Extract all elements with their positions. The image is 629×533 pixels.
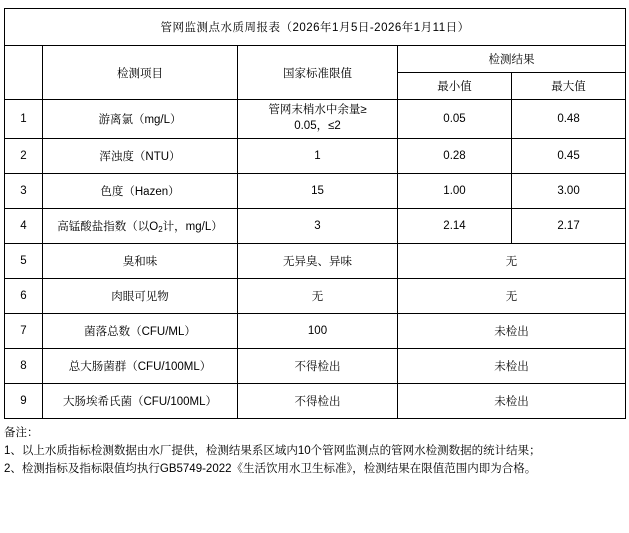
row-standard: 无 (238, 279, 398, 314)
table-row (5, 139, 626, 174)
header-min-value: 最小值 (398, 73, 512, 100)
row-result-merged: 无 (398, 244, 626, 279)
row-max: 3.00 (512, 174, 626, 209)
header-standard-limit: 国家标准限值 (238, 46, 398, 100)
table-row (5, 209, 626, 244)
row-min: 2.14 (398, 209, 512, 244)
row-index: 1 (5, 100, 43, 139)
row-min: 0.28 (398, 139, 512, 174)
row-index: 4 (5, 209, 43, 244)
header-index (5, 46, 43, 100)
notes-line-1: 1、以上水质指标检测数据由水厂提供，检测结果系区域内10个管网监测点的管网水检测数据的统计结果； (4, 444, 541, 457)
row-index: 7 (5, 314, 43, 349)
row-max: 0.48 (512, 100, 626, 139)
row-standard: 无异臭、异味 (238, 244, 398, 279)
row-result-merged: 未检出 (398, 314, 626, 349)
row-standard: 不得检出 (238, 384, 398, 419)
row-standard: 15 (238, 174, 398, 209)
row-item: 总大肠菌群（CFU/100ML） (43, 349, 238, 384)
row-item-part-a: 高锰酸盐指数（以O (57, 221, 159, 233)
header-item: 检测项目 (43, 46, 238, 100)
notes-line-2: 2、检测指标及指标限值均执行GB5749-2022《生活饮用水卫生标准》，检测结果在限值范围内即为合格。 (4, 462, 537, 475)
row-index: 8 (5, 349, 43, 384)
row-standard-line-1: 管网末梢水中余量≥ (268, 104, 367, 117)
row-standard: 1 (238, 139, 398, 174)
header-max-value: 最大值 (512, 73, 626, 100)
row-result-merged: 无 (398, 279, 626, 314)
row-standard: 100 (238, 314, 398, 349)
page-title: 管网监测点水质周报表（2026年1月5日-2026年1月11日） (5, 9, 626, 46)
row-min: 1.00 (398, 174, 512, 209)
row-item: 浑浊度（NTU） (43, 139, 238, 174)
row-index: 6 (5, 279, 43, 314)
table-row (5, 279, 626, 314)
table-row (5, 349, 626, 384)
row-result-merged: 未检出 (398, 384, 626, 419)
table-row (5, 100, 626, 139)
row-max: 2.17 (512, 209, 626, 244)
row-item: 大肠埃希氏菌（CFU/100ML） (43, 384, 238, 419)
table-title-row (5, 9, 626, 46)
row-standard: 3 (238, 209, 398, 244)
row-item (43, 209, 238, 244)
row-item: 肉眼可见物 (43, 279, 238, 314)
row-min: 0.05 (398, 100, 512, 139)
row-item: 色度（Hazen） (43, 174, 238, 209)
table-row (5, 174, 626, 209)
row-item-part-b: 计，mg/L） (162, 221, 223, 233)
notes-section (4, 425, 625, 478)
row-result-merged: 未检出 (398, 349, 626, 384)
table-row (5, 384, 626, 419)
row-item: 臭和味 (43, 244, 238, 279)
table-header-row-1 (5, 46, 626, 73)
row-index: 2 (5, 139, 43, 174)
row-item: 游离氯（mg/L） (43, 100, 238, 139)
row-standard (238, 100, 398, 139)
water-quality-report-table (4, 8, 626, 419)
notes-label: 备注： (4, 427, 39, 439)
row-index: 5 (5, 244, 43, 279)
table-row (5, 244, 626, 279)
row-max: 0.45 (512, 139, 626, 174)
table-row (5, 314, 626, 349)
row-standard-line-2: 0.05，≤2 (294, 120, 341, 132)
row-index: 3 (5, 174, 43, 209)
row-standard: 不得检出 (238, 349, 398, 384)
row-item-subscript: 2 (158, 225, 163, 234)
row-index: 9 (5, 384, 43, 419)
row-item: 菌落总数（CFU/ML） (43, 314, 238, 349)
header-test-result: 检测结果 (398, 46, 626, 73)
